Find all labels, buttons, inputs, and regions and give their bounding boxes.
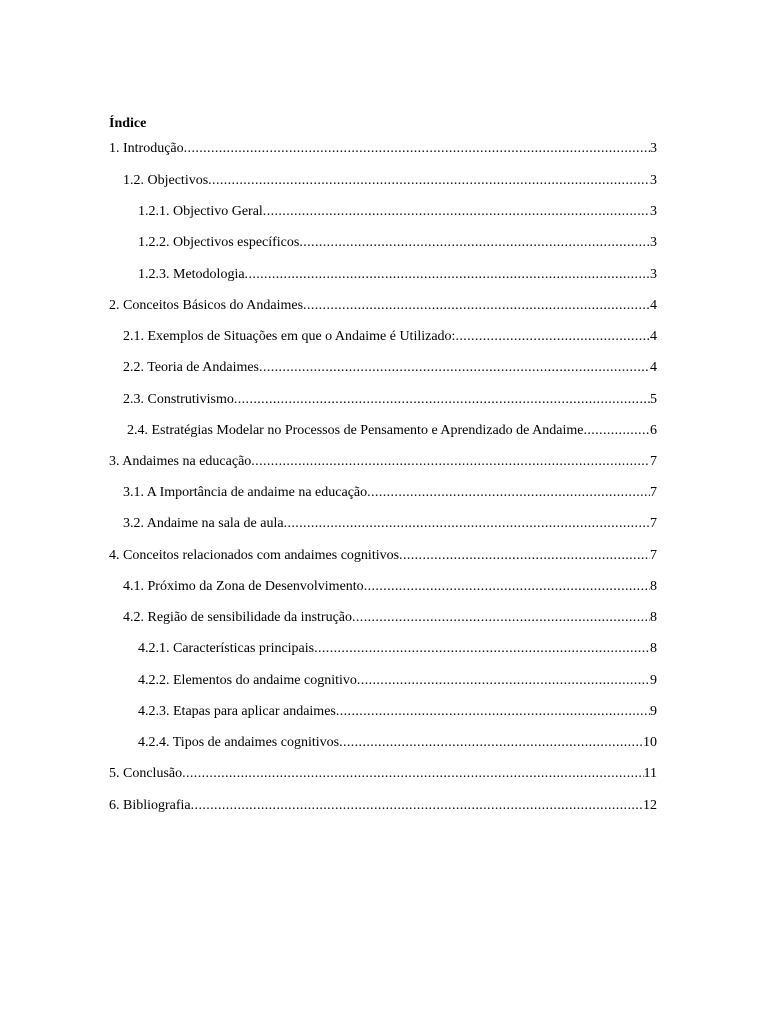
toc-entry-title: 4.2. Região de sensibilidade da instrução	[123, 610, 352, 625]
toc-entry[interactable]	[123, 515, 657, 533]
toc-entry[interactable]	[109, 547, 657, 565]
dot-leader	[299, 234, 650, 252]
dot-leader	[303, 297, 650, 315]
toc-entry-title: 2.3. Construtivismo	[123, 392, 234, 407]
toc-entry-page: 6	[650, 423, 657, 438]
toc-entry-page: 7	[650, 548, 657, 563]
toc-entry[interactable]	[127, 422, 657, 440]
toc-entry-title: 3. Andaimes na educação	[109, 454, 252, 469]
toc-entry-title: 6. Bibliografia	[109, 798, 191, 813]
dot-leader	[263, 203, 650, 221]
toc-entry[interactable]	[123, 359, 657, 377]
toc-entry-page: 7	[650, 454, 657, 469]
toc-entry[interactable]	[123, 609, 657, 627]
toc-entry-page: 12	[643, 798, 657, 813]
toc-entry-title: 4.2.2. Elementos do andaime cognitivo	[138, 673, 357, 688]
toc-entry[interactable]	[109, 797, 657, 815]
toc-entry-title: 2.1. Exemplos de Situações em que o Andaime é Utilizado:	[123, 329, 456, 344]
toc-entry-title: 2.4. Estratégias Modelar no Processos de Pensamento e Aprendizado de Andaime	[127, 423, 584, 438]
dot-leader	[259, 359, 650, 377]
toc-entry[interactable]	[138, 203, 657, 221]
toc-entry-title: 5. Conclusão	[109, 766, 183, 781]
toc-entry[interactable]	[123, 391, 657, 409]
toc-entry[interactable]	[138, 672, 657, 690]
toc-entry-page: 3	[650, 204, 657, 219]
dot-leader	[251, 453, 650, 471]
toc-entry[interactable]	[138, 234, 657, 252]
toc-entry-title: 1.2.2. Objectivos específicos	[138, 235, 300, 250]
toc-entry-page: 11	[643, 766, 657, 781]
toc-entry[interactable]	[109, 765, 657, 783]
dot-leader	[284, 515, 650, 533]
toc-entry-title: 4.2.4. Tipos de andaimes cognitivos	[138, 735, 340, 750]
toc-entry-page: 7	[650, 485, 657, 500]
toc-entry[interactable]	[123, 484, 657, 502]
dot-leader	[182, 765, 643, 783]
toc-entry-title: 2.2. Teoria de Andaimes	[123, 360, 260, 375]
dot-leader	[352, 609, 650, 627]
toc-entry-page: 9	[650, 673, 657, 688]
toc-entry-page: 4	[650, 298, 657, 313]
page-title: Índice	[109, 116, 147, 131]
toc-entry-title: 3.2. Andaime na sala de aula	[123, 516, 284, 531]
toc-entry-title: 1.2. Objectivos	[123, 173, 209, 188]
toc-entry-page: 3	[650, 173, 657, 188]
toc-entry[interactable]	[109, 453, 657, 471]
toc-entry-page: 8	[650, 641, 657, 656]
toc-entry-page: 3	[650, 235, 657, 250]
toc-entry-page: 3	[650, 141, 657, 156]
dot-leader	[357, 672, 650, 690]
dot-leader	[191, 797, 643, 815]
toc-entry-title: 4.1. Próximo da Zona de Desenvolvimento	[123, 579, 364, 594]
toc-entry[interactable]	[123, 172, 657, 190]
dot-leader	[245, 266, 650, 284]
toc-entry-page: 4	[650, 360, 657, 375]
toc-entry-page: 3	[650, 267, 657, 282]
toc-entry-title: 1.2.3. Metodologia	[138, 267, 245, 282]
toc-entry[interactable]	[138, 734, 657, 752]
toc-entry[interactable]	[123, 328, 657, 346]
toc-entry-title: 1.2.1. Objectivo Geral	[138, 204, 263, 219]
dot-leader	[184, 140, 650, 158]
toc-entry-page: 5	[650, 392, 657, 407]
dot-leader	[367, 484, 650, 502]
dot-leader	[336, 703, 650, 721]
toc-entry-page: 4	[650, 329, 657, 344]
toc-entry-title: 2. Conceitos Básicos do Andaimes	[109, 298, 304, 313]
toc-entry-title: 1. Introdução	[109, 141, 184, 156]
toc-entry-page: 8	[650, 610, 657, 625]
toc-entry-title: 4.2.1. Características principais	[138, 641, 315, 656]
dot-leader	[208, 172, 650, 190]
toc-entry[interactable]	[138, 266, 657, 284]
toc-entry[interactable]	[138, 703, 657, 721]
toc-entry-page: 7	[650, 516, 657, 531]
dot-leader	[583, 422, 650, 440]
toc-entry[interactable]	[123, 578, 657, 596]
toc-entry[interactable]	[109, 297, 657, 315]
dot-leader	[455, 328, 650, 346]
toc-entry[interactable]	[138, 640, 657, 658]
toc-entry-title: 4. Conceitos relacionados com andaimes cognitivos	[109, 548, 400, 563]
dot-leader	[234, 391, 650, 409]
dot-leader	[339, 734, 643, 752]
dot-leader	[364, 578, 650, 596]
dot-leader	[399, 547, 650, 565]
toc-entry-page: 9	[650, 704, 657, 719]
toc-entry-page: 8	[650, 579, 657, 594]
toc-entry-title: 3.1. A Importância de andaime na educação	[123, 485, 368, 500]
toc-entry-page: 10	[643, 735, 657, 750]
toc-entry[interactable]	[109, 140, 657, 158]
toc-entry-title: 4.2.3. Etapas para aplicar andaimes	[138, 704, 336, 719]
dot-leader	[314, 640, 650, 658]
